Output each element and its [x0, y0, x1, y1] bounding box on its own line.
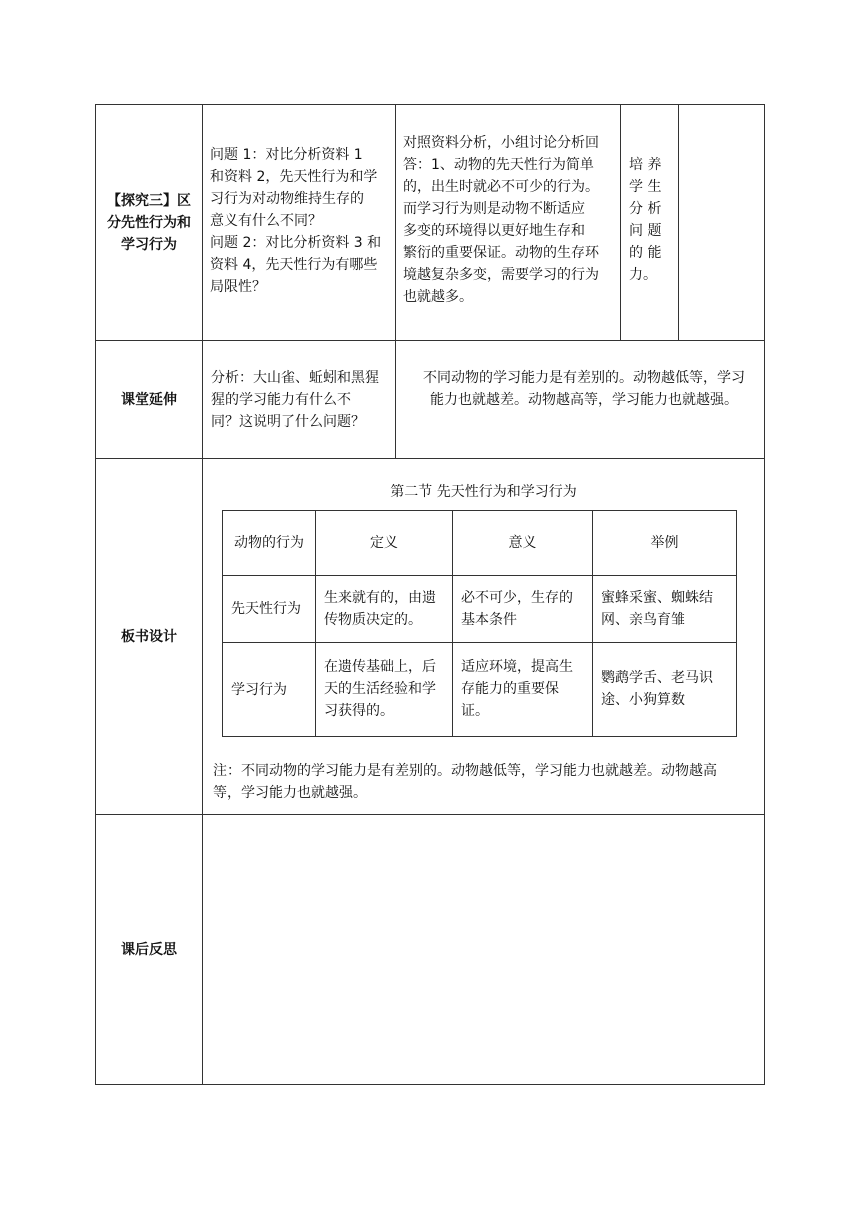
board-table-header-definition: 定义: [370, 535, 398, 551]
outer-border-right: [764, 104, 765, 1085]
extension-answer: 不同动物的学习能力是有差别的。动物越低等，学习 能力也就越差。动物越高等，学习能力也就越强。: [423, 370, 745, 408]
board-table-learned-meaning: 适应环境，提高生 存能力的重要保 证。: [461, 659, 573, 719]
board-table-header-meaning: 意义: [508, 535, 537, 551]
board-table-border-bottom: [222, 736, 737, 737]
explore3-label: 【探究三】区 分先性行为和 学习行为: [107, 192, 191, 253]
board-table-innate-name: 先天性行为: [231, 601, 301, 617]
explore3-questions: 问题 1：对比分析资料 1 和资料 2，先天性行为和学 习行为对动物维持生存的 意义有什么不同？ 问题 2：对比分析资料 3 和 资料 4，先天性行为有哪些 局限性？: [210, 147, 382, 295]
board-table-learned-examples: 鹦鹉学舌、老马识 途、小狗算数: [601, 670, 713, 708]
board-label: 板书设计: [121, 628, 177, 645]
board-table-border-right: [736, 510, 737, 737]
reflection-content[interactable]: [203, 815, 764, 1084]
board-title: 第二节 先天性行为和学习行为: [390, 484, 577, 500]
extension-label: 课堂延伸: [121, 391, 177, 408]
question-column-divider: [395, 104, 396, 458]
board-table-header-behavior: 动物的行为: [234, 535, 304, 551]
board-note: 注：不同动物的学习能力是有差别的。动物越低等，学习能力也就越差。动物越高 等，学习能力也就越强。: [213, 763, 717, 801]
board-table-innate-meaning: 必不可少，生存的 基本条件: [461, 590, 573, 628]
board-table-header-examples: 举例: [650, 535, 679, 551]
extension-question: 分析：大山雀、蚯蚓和黑猩 猩的学习能力有什么不 同？这说明了什么问题？: [211, 370, 379, 430]
board-table-learned-definition: 在遗传基础上，后 天的生活经验和学 习获得的。: [324, 659, 436, 719]
explore3-student-answer: 对照资料分析，小组讨论分析回 答：1、动物的先天性行为简单 的，出生时就必不可少的行为。 而学习行为则是动物不断适应 多变的环境得以更好地生存和 繁衍的重要保证。动物的生存环 境越复杂多变，需要学习的行为 也就越多。: [403, 135, 599, 305]
reflection-label: 课后反思: [121, 941, 177, 958]
outer-border-bottom: [95, 1084, 765, 1085]
explore3-extra-cell: [680, 105, 764, 340]
board-table-innate-definition: 生来就有的，由遗 传物质决定的。: [324, 590, 436, 628]
ability-column-divider: [678, 104, 679, 340]
answer-column-divider: [620, 104, 621, 340]
board-table-innate-examples: 蜜蜂采蜜、蜘蛛结 网、亲鸟育雏: [601, 590, 713, 628]
board-table-learned-name: 学习行为: [231, 681, 287, 698]
explore3-ability-goal: 培 养 学 生 分 析 问 题 的 能 力。: [629, 157, 662, 283]
